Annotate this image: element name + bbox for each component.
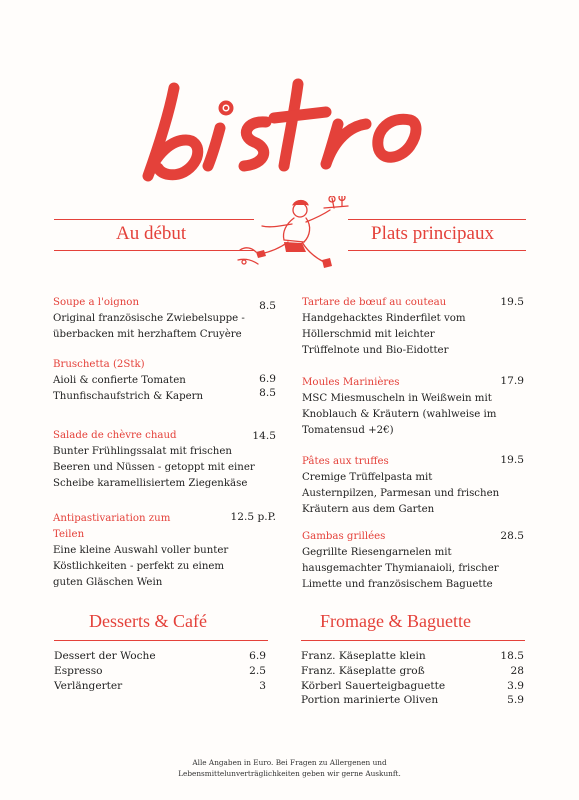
section-title-fromage: Fromage & Baguette bbox=[320, 611, 471, 631]
dish-tartare bbox=[302, 295, 512, 359]
dish-name: Gambas grillées bbox=[302, 531, 386, 542]
dish-price: 6.9 bbox=[259, 373, 276, 385]
bistro-logo bbox=[128, 58, 458, 188]
desserts-rule bbox=[54, 640, 268, 641]
section-title-au-debut: Au début bbox=[116, 223, 187, 244]
dish-desc-line: guten Gläschen Wein bbox=[53, 577, 163, 588]
dish-name: Salade de chèvre chaud bbox=[53, 430, 177, 441]
dish-desc-line: Handgehacktes Rinderfilet vom bbox=[302, 313, 466, 324]
list-item: Dessert der Woche bbox=[54, 650, 156, 662]
dish-desc-line: Scheibe karamellisiertem Ziegenkäse bbox=[53, 478, 248, 489]
dish-name: Bruschetta (2Stk) bbox=[53, 359, 145, 370]
list-item-price: 3.9 bbox=[507, 680, 524, 692]
dish-price: 14.5 bbox=[252, 430, 276, 442]
header-rule-left-bottom bbox=[54, 250, 254, 251]
dish-name: Antipastivariation zum bbox=[53, 513, 171, 524]
footer-line: Lebensmittelunverträglichkeiten geben wir gerne Auskunft. bbox=[178, 769, 401, 778]
dish-desc-line: Beeren und Nüssen - getoppt mit einer bbox=[53, 462, 255, 473]
header-rule-left-top bbox=[54, 219, 254, 220]
list-item: Portion marinierte Oliven bbox=[301, 694, 439, 706]
list-item: Franz. Käseplatte groß bbox=[301, 665, 425, 677]
dish-price: 12.5 p.P. bbox=[230, 511, 276, 523]
section-title-desserts: Desserts & Café bbox=[89, 611, 207, 631]
header-rule-right-bottom bbox=[348, 250, 526, 251]
dish-desc-line: Limette und französischem Baguette bbox=[302, 579, 493, 590]
dish-price: 19.5 bbox=[500, 454, 524, 466]
dish-price: 17.9 bbox=[500, 375, 524, 387]
dish-desc-line: Knoblauch & Kräutern (wahlweise im bbox=[302, 409, 497, 420]
footer-line: Alle Angaben in Euro. Bei Fragen zu Allergenen und bbox=[192, 758, 387, 767]
dish-desc-line: Bunter Frühlingssalat mit frischen bbox=[53, 446, 232, 457]
dish-name: Teilen bbox=[53, 529, 85, 540]
dish-price: 8.5 bbox=[259, 300, 276, 312]
dish-price: 8.5 bbox=[259, 387, 276, 399]
dish-desc-line: Thunfischaufstrich & Kapern bbox=[53, 391, 204, 402]
dish-name: Moules Marinières bbox=[302, 377, 400, 388]
dish-price: 19.5 bbox=[500, 296, 524, 308]
dish-price: 28.5 bbox=[500, 530, 524, 542]
list-item: Verlängerter bbox=[54, 680, 123, 692]
dish-desc-line: Original französische Zwiebelsuppe - bbox=[53, 313, 245, 324]
dish-antipasti bbox=[53, 511, 273, 591]
dish-desc-line: hausgemachter Thymianaioli, frischer bbox=[302, 563, 499, 574]
header-rule-right-top bbox=[348, 219, 526, 220]
dish-name: Soupe a l'oignon bbox=[53, 297, 140, 308]
footer-note bbox=[0, 757, 579, 779]
dish-name: Tartare de bœuf au couteau bbox=[302, 297, 447, 308]
dish-desc-line: überbacken mit herzhaftem Cruyère bbox=[53, 329, 242, 340]
dish-desc-line: Eine kleine Auswahl voller bunter bbox=[53, 545, 229, 556]
section-title-plats-principaux: Plats principaux bbox=[371, 223, 494, 244]
list-item-price: 18.5 bbox=[500, 650, 524, 662]
list-item-price: 28 bbox=[510, 665, 524, 677]
list-item: Franz. Käseplatte klein bbox=[301, 650, 426, 662]
list-item-price: 6.9 bbox=[249, 650, 266, 662]
fromage-rule bbox=[301, 640, 525, 641]
dish-name: Pâtes aux truffes bbox=[302, 456, 389, 467]
list-item-price: 5.9 bbox=[507, 694, 524, 706]
dish-desc-line: Tomatensud +2€) bbox=[302, 425, 394, 436]
dish-desc-line: Höllerschmid mit leichter bbox=[302, 329, 435, 340]
dish-desc-line: Kräutern aus dem Garten bbox=[302, 504, 435, 515]
dish-desc-line: MSC Miesmuscheln in Weißwein mit bbox=[302, 393, 492, 404]
dish-desc-line: Gegrillte Riesengarnelen mit bbox=[302, 547, 452, 558]
dish-soupe bbox=[53, 295, 263, 343]
list-item-price: 2.5 bbox=[249, 665, 266, 677]
waiter-illustration bbox=[236, 196, 354, 272]
list-item: Espresso bbox=[54, 665, 103, 677]
list-item-price: 3 bbox=[259, 680, 266, 692]
list-item: Körberl Sauerteigbaguette bbox=[301, 680, 446, 692]
dish-bruschetta bbox=[53, 357, 263, 405]
dish-desc-line: Trüffelnote und Bio-Eidotter bbox=[302, 345, 449, 356]
dish-desc-line: Austernpilzen, Parmesan und frischen bbox=[302, 488, 500, 499]
dish-desc-line: Aioli & confierte Tomaten bbox=[53, 375, 186, 386]
dish-desc-line: Köstlichkeiten - perfekt zu einem bbox=[53, 561, 225, 572]
dish-desc-line: Cremige Trüffelpasta mit bbox=[302, 472, 433, 483]
